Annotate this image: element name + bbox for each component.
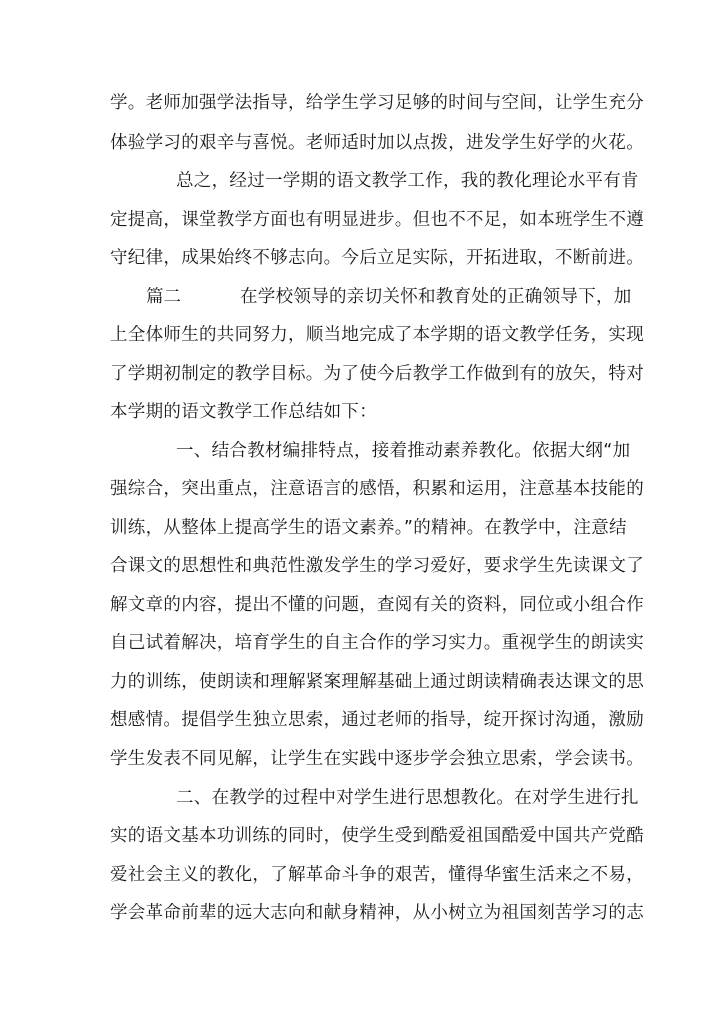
text-line: 实的语文基本功训练的同时，使学生受到酷爱祖国酷爱中国共产党酷 <box>110 826 644 846</box>
text-line: 了学期初制定的教学目标。为了使今后教学工作做到有的放矢，特对 <box>110 364 644 384</box>
text-line: 定提高，课堂教学方面也有明显进步。但也不不足，如本班学生不遵 <box>110 210 644 230</box>
paragraph-start-line: 总之，经过一学期的语文教学工作，我的教化理论水平有肯 <box>176 171 639 191</box>
text-line: 想感情。提倡学生独立思索，通过老师的指导，绽开探讨沟通，激励 <box>110 710 644 730</box>
text-line: 上全体师生的共同努力，顺当地完成了本学期的语文教学任务，实现 <box>110 325 644 345</box>
paragraph-start-line: 二、在教学的过程中对学生进行思想教化。在对学生进行扎 <box>176 788 639 808</box>
text-line: 守纪律，成果始终不够志向。今后立足实际，开拓进取，不断前进。 <box>110 248 644 268</box>
text-line: 学会革命前辈的远大志向和献身精神，从小树立为祖国刻苦学习的志 <box>110 903 644 923</box>
text-line: 力的训练，使朗读和理解紧案理解基础上通过朗读精确表达课文的思 <box>110 672 644 692</box>
paragraph-start-line: 在学校领导的亲切关怀和教育处的正确领导下，加 <box>240 287 632 307</box>
text-line: 体验学习的艰辛与喜悦。老师适时加以点拨，进发学生好学的火花。 <box>110 133 644 153</box>
text-line: 合课文的思想性和典范性激发学生的学习爱好，要求学生先读课文了 <box>110 556 644 576</box>
text-line: 训练，从整体上提高学生的语文素养。”的精神。在教学中，注意结 <box>110 518 627 538</box>
text-line: 学生发表不同见解，让学生在实践中逐步学会独立思索，学会读书。 <box>110 749 644 769</box>
text-line: 自己试着解决，培育学生的自主合作的学习实力。重视学生的朗读实 <box>110 633 644 653</box>
section-label: 篇二 <box>146 287 181 307</box>
text-line: 本学期的语文教学工作总结如下： <box>110 402 377 422</box>
text-line: 强综合，突出重点，注意语言的感悟，积累和运用，注意基本技能的 <box>110 479 644 499</box>
text-line: 解文章的内容，提出不懂的问题，查阅有关的资料，同位或小组合作 <box>110 595 644 615</box>
paragraph-start-line: 一、结合教材编排特点，接着推动素养教化。依据大纲“加 <box>176 441 631 461</box>
text-line: 爱社会主义的教化，了解革命斗争的艰苦，懂得华蜜生活来之不易， <box>110 865 644 885</box>
text-line: 学。老师加强学法指导，给学生学习足够的时间与空间，让学生充分 <box>110 93 644 113</box>
